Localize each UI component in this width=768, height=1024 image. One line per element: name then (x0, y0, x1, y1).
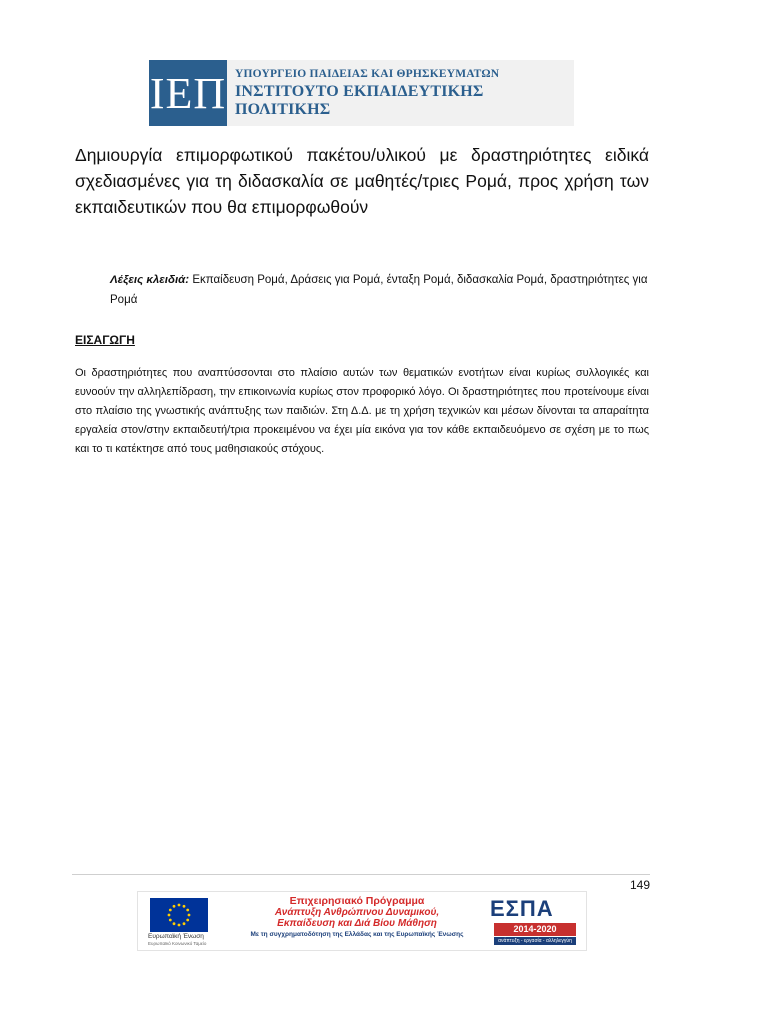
eu-stars-icon (150, 898, 208, 932)
institute-name: ΙΝΣΤΙΤΟΥΤΟ ΕΚΠΑΙΔΕΥΤΙΚΗΣ ΠΟΛΙΤΙΚΗΣ (235, 82, 484, 118)
operational-programme-text (232, 895, 482, 938)
op-subtitle-1: Ανάπτυξη Ανθρώπινου Δυναμικού, (274, 907, 440, 918)
page-number: 149 (629, 878, 650, 892)
espa-tagline: ανάπτυξη - εργασία - αλληλεγγύη (494, 937, 576, 945)
funding-banner (137, 891, 587, 951)
footer-divider (72, 874, 650, 875)
section-heading-introduction: ΕΙΣΑΓΩΓΗ (75, 333, 135, 347)
cofunding-note: Με τη συγχρηματοδότηση της Ελλάδας και της Ευρωπαϊκής Ένωσης (250, 931, 464, 938)
keywords-list: Εκπαίδευση Ρομά, Δράσεις για Ρομά, ένταξη Ρομά, διδασκαλία Ρομά, δραστηριότητες για Ρομά (110, 274, 648, 306)
espa-logo (490, 896, 580, 946)
eu-flag-icon (150, 898, 208, 932)
eu-label: Ευρωπαϊκή Ένωση (148, 933, 204, 940)
keywords-block (110, 270, 650, 310)
logo-text-block (227, 60, 574, 126)
espa-years: 2014-2020 (494, 923, 576, 936)
institute-logo-banner (149, 60, 574, 126)
espa-title: ΕΣΠΑ (490, 896, 554, 921)
keywords-label: Λέξεις κλειδιά: (110, 274, 190, 286)
eu-fund-label: Ευρωπαϊκό Κοινωνικό Ταμείο (148, 941, 207, 946)
document-title: Δημιουργία επιμορφωτικού πακέτου/υλικού με δραστηριότητες ειδικά σχεδιασμένες για τη διδασκαλία σε μαθητές/τριες Ρομά, προς χρήση των εκπαιδευτικών που θα επιμορφωθούν (75, 145, 649, 217)
ministry-name: ΥΠΟΥΡΓΕΙΟ ΠΑΙΔΕΙΑΣ ΚΑΙ ΘΡΗΣΚΕΥΜΑΤΩΝ (235, 67, 500, 80)
op-title: Επιχειρησιακό Πρόγραμμα (289, 895, 425, 907)
iep-logo-mark: ΙΕΠ (149, 60, 227, 126)
op-subtitle-2: Εκπαίδευση και Διά Βίου Μάθηση (277, 918, 437, 929)
intro-paragraph: Οι δραστηριότητες που αναπτύσσονται στο πλαίσιο αυτών των θεματικών ενοτήτων είναι κυρίως συλλογικές και ευνοούν την αλληλεπίδραση, την επικοινωνία κυρίως στον προφορικό λόγο. Οι δραστηριότητες που προτείνουμε είναι στο πλαίσιο της γνωστικής ανάπτυξης των παιδιών. Στη Δ.Δ. με τη χρήση τεχνικών και μέσων δίνονται τα απαραίτητα εργαλεία στον/στην εκπαιδευτή/τρια προκειμένου να έχει μία εικόνα για τον κάθε εκπαιδευόμενο σε σχέση με το πως και το τι κατέκτησε από τους μαθησιακούς στόχους. (75, 367, 649, 455)
